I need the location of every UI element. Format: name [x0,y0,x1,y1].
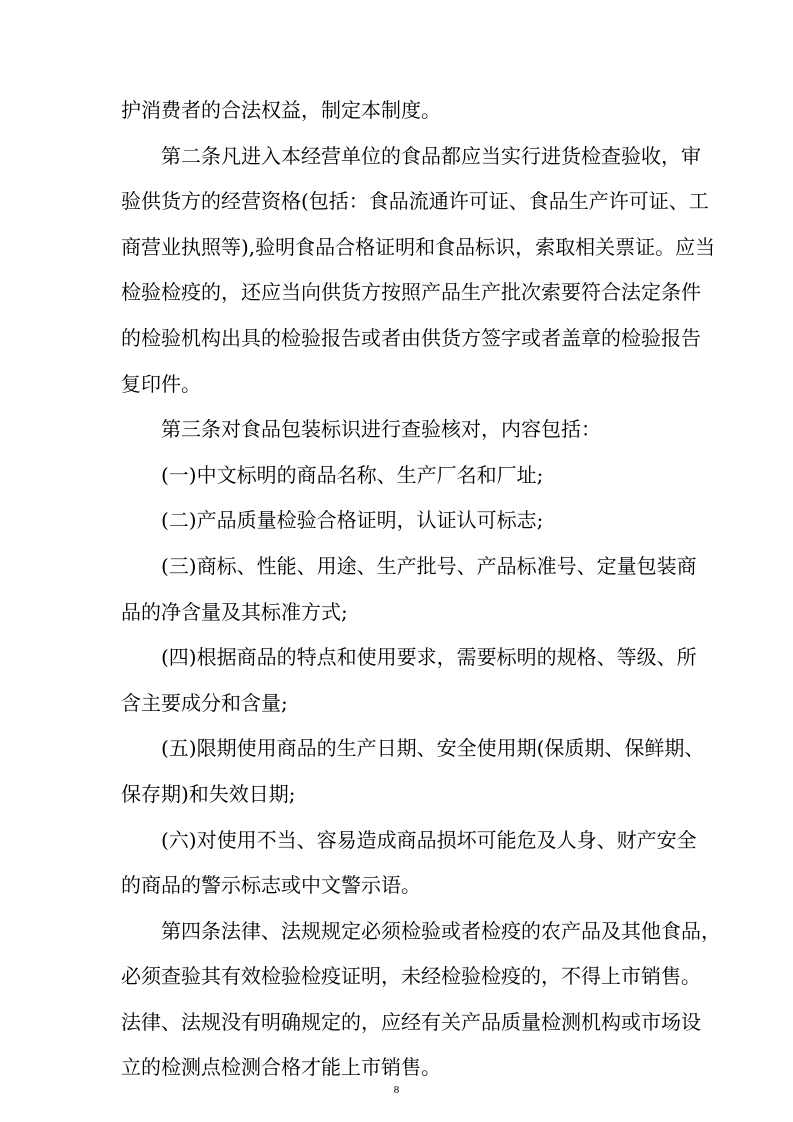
text-line: 商营业执照等),验明食品合格证明和食品标识，索取相关票证。应当 [121,234,716,259]
text-line: (五)限期使用商品的生产日期、安全使用期(保质期、保鲜期、 [161,736,705,761]
text-line: 的商品的警示标志或中文警示语。 [121,873,421,898]
text-line: 第三条对食品包装标识进行查验核对，内容包括： [161,417,601,442]
text-line: 检验检疫的，还应当向供货方按照产品生产批次索要符合法定条件 [121,280,701,305]
text-line: (一)中文标明的商品名称、生产厂名和厂址; [161,462,544,487]
text-line: 保存期)和失效日期; [121,781,296,806]
text-line: 第二条凡进入本经营单位的食品都应当实行进货检查验收，审 [161,143,701,168]
text-line: 复印件。 [121,371,201,396]
body-text [121,88,721,1091]
text-line: 含主要成分和含量; [121,690,288,715]
text-line: 法律、法规没有明确规定的，应经有关产品质量检测机构或市场设 [121,1009,701,1034]
text-line: (二)产品质量检验合格证明，认证认可标志; [161,508,544,533]
text-line: 立的检测点检测合格才能上市销售。 [121,1055,441,1080]
text-line: 品的净含量及其标准方式; [121,599,348,624]
page-number: 8 [393,1084,400,1096]
text-line: (六)对使用不当、容易造成商品损坏可能危及人身、财产安全 [161,827,697,852]
text-line: (四)根据商品的特点和使用要求，需要标明的规格、等级、所 [161,645,697,670]
text-line: 的检验机构出具的检验报告或者由供货方签字或者盖章的检验报告 [121,325,701,350]
text-line: 第四条法律、法规规定必须检验或者检疫的农产品及其他食品， [161,918,721,943]
text-line: 护消费者的合法权益，制定本制度。 [121,98,441,122]
text-line: 验供货方的经营资格(包括：食品流通许可证、食品生产许可证、工 [121,189,709,214]
text-line: 必须查验其有效检验检疫证明，未经检验检疫的，不得上市销售。 [121,964,701,989]
text-line: (三)商标、性能、用途、生产批号、产品标准号、定量包装商 [161,553,697,578]
